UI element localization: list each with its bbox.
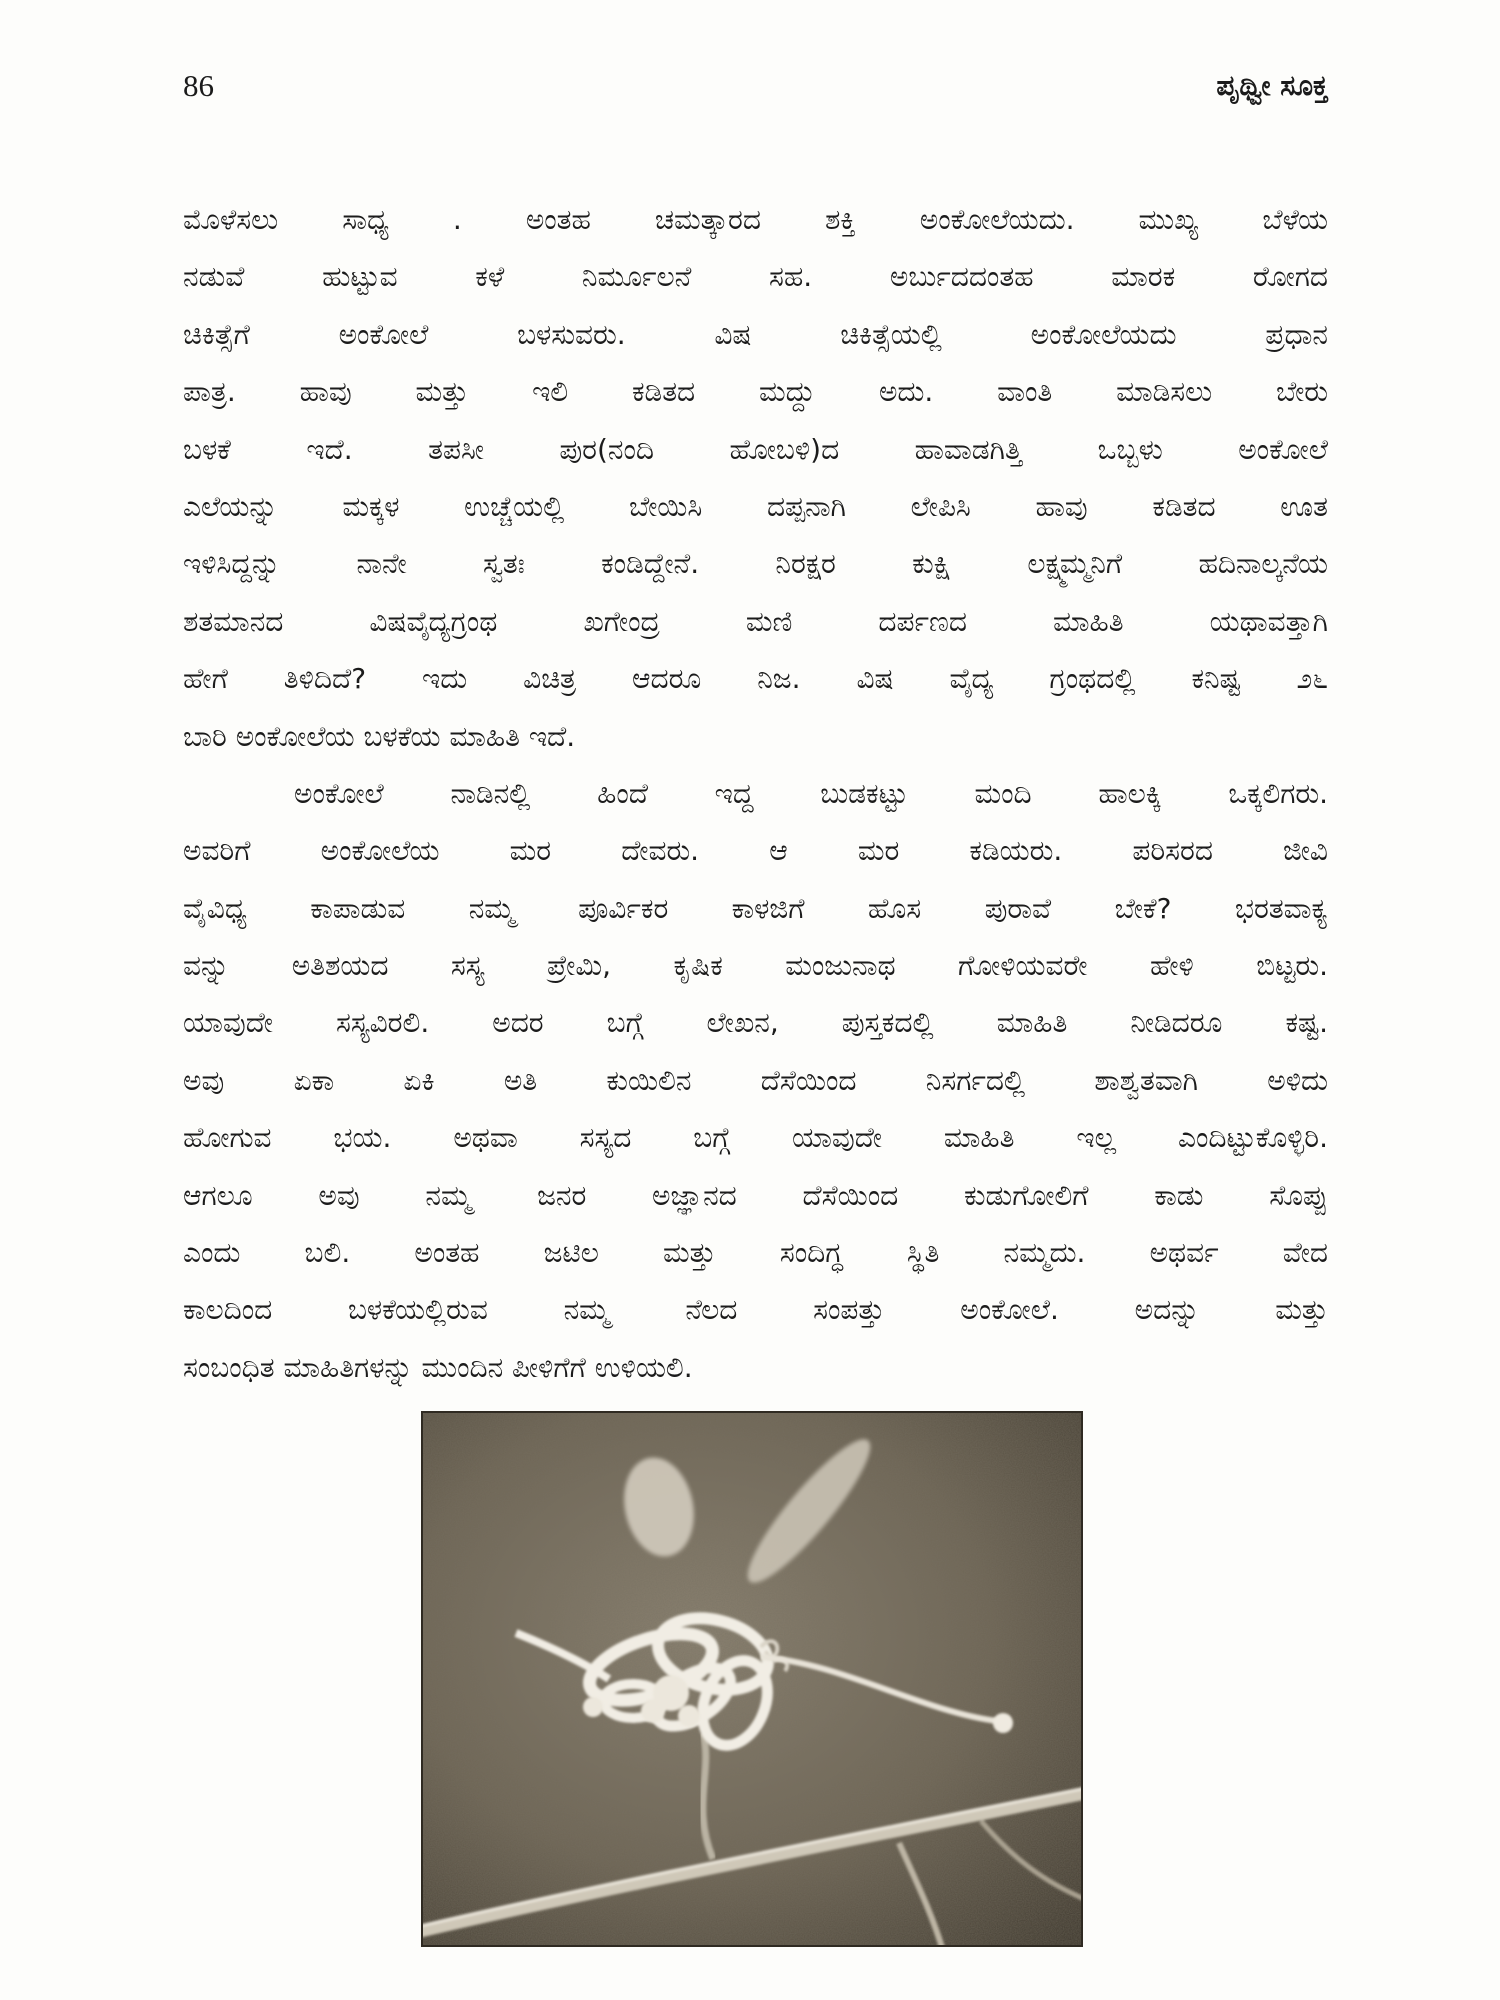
text-line: ಆಗಲೂ ಅವು ನಮ್ಮ ಜನರ ಅಜ್ಞಾನದ ದೆಸೆಯಿಂದ ಕುಡುಗೋಲಿಗೆ ಕಾಡು ಸೊಪ್ಪು (183, 1178, 1328, 1212)
text-line: ಪಾತ್ರ. ಹಾವು ಮತ್ತು ಇಲಿ ಕಡಿತದ ಮದ್ದು ಅದು. ವಾಂತಿ ಮಾಡಿಸಲು ಬೇರು (183, 375, 1328, 409)
text-line: ಬಾರಿ ಅಂಕೋಲೆಯ ಬಳಕೆಯ ಮಾಹಿತಿ ಇದೆ. (183, 719, 576, 753)
flower-photo (421, 1411, 1083, 1947)
text-line: ಎಂದು ಬಲಿ. ಅಂತಹ ಜಟಿಲ ಮತ್ತು ಸಂದಿಗ್ಧ ಸ್ಥಿತಿ ನಮ್ಮದು. ಅಥರ್ವ ವೇದ (183, 1236, 1328, 1270)
text-line: ವೈವಿಧ್ಯ ಕಾಪಾಡುವ ನಮ್ಮ ಪೂರ್ವಿಕರ ಕಾಳಜಿಗೆ ಹೊಸ ಪುರಾವೆ ಬೇಕೆ? ಭರತವಾಕ್ಯ (183, 891, 1328, 925)
text-line: ಬಳಕೆ ಇದೆ. ತಪಸೀ ಪುರ(ನಂದಿ ಹೋಬಳಿ)ದ ಹಾವಾಡಗಿತ್ತಿ ಒಬ್ಬಳು ಅಂಕೋಲೆ (183, 432, 1328, 466)
text-line: ಚಿಕಿತ್ಸೆಗೆ ಅಂಕೋಲೆ ಬಳಸುವರು. ವಿಷ ಚಿಕಿತ್ಸೆಯಲ್ಲಿ ಅಂಕೋಲೆಯದು ಪ್ರಧಾನ (183, 317, 1328, 351)
flower-stigma (993, 1713, 1013, 1733)
text-line: ಇಳಿಸಿದ್ದನ್ನು ನಾನೇ ಸ್ವತಃ ಕಂಡಿದ್ದೇನೆ. ನಿರಕ್ಷರ ಕುಕ್ಷಿ ಲಕ್ಷ್ಮಮ್ಮನಿಗೆ ಹದಿನಾಲ್ಕನೆಯ (183, 547, 1328, 581)
text-line: ಅವರಿಗೆ ಅಂಕೋಲೆಯ ಮರ ದೇವರು. ಆ ಮರ ಕಡಿಯರು. ಪರಿಸರದ ಜೀವಿ (183, 834, 1328, 868)
body-text (183, 191, 1328, 1396)
text-line: ಮೊಳೆಸಲು ಸಾಧ್ಯ . ಅಂತಹ ಚಮತ್ಕಾರದ ಶಕ್ತಿ ಅಂಕೋಲೆಯದು. ಮುಖ್ಯ ಬೆಳೆಯ (183, 203, 1328, 236)
text-line: ಶತಮಾನದ ವಿಷವೈದ್ಯಗ್ರಂಥ ಖಗೇಂದ್ರ ಮಣಿ ದರ್ಪಣದ ಮಾಹಿತಿ ಯಥಾವತ್ತಾಗಿ (183, 604, 1328, 638)
flower-photo-image (421, 1411, 1083, 1947)
text-line: ಅವು ಏಕಾ ಏಕಿ ಅತಿ ಕುಯಿಲಿನ ದೆಸೆಯಿಂದ ನಿಸರ್ಗದಲ್ಲಿ ಶಾಶ್ವತವಾಗಿ ಅಳಿದು (183, 1063, 1328, 1097)
page-number: 86 (183, 68, 214, 103)
text-line: ಸಂಬಂಧಿತ ಮಾಹಿತಿಗಳನ್ನು ಮುಂದಿನ ಪೀಳಿಗೆಗೆ ಉಳಿಯಲಿ. (183, 1350, 693, 1384)
text-line: ಅಂಕೋಲೆ ನಾಡಿನಲ್ಲಿ ಹಿಂದೆ ಇದ್ದ ಬುಡಕಟ್ಟು ಮಂದಿ ಹಾಲಕ್ಕಿ ಒಕ್ಕಲಿಗರು. (294, 776, 1328, 810)
text-line: ಹೇಗೆ ತಿಳಿದಿದೆ? ಇದು ವಿಚಿತ್ರ ಆದರೂ ನಿಜ. ವಿಷ ವೈದ್ಯ ಗ್ರಂಥದಲ್ಲಿ ಕನಿಷ್ಟ ೨೬ (183, 662, 1328, 696)
paragraph (183, 191, 1328, 765)
running-title: ಪೃಥ್ವೀ ಸೂಕ್ತ (1216, 69, 1328, 102)
text-line: ವನ್ನು ಅತಿಶಯದ ಸಸ್ಯ ಪ್ರೇಮಿ, ಕೃಷಿಕ ಮಂಜುನಾಥ ಗೋಳಿಯವರೇ ಹೇಳಿ ಬಿಟ್ಟರು. (183, 949, 1328, 983)
text-line: ನಡುವೆ ಹುಟ್ಟುವ ಕಳೆ ನಿರ್ಮೂಲನೆ ಸಹ. ಅರ್ಬುದದಂತಹ ಮಾರಕ ರೋಗದ (183, 260, 1328, 294)
text-line: ಎಲೆಯನ್ನು ಮಕ್ಕಳ ಉಚ್ಚೆಯಲ್ಲಿ ಬೇಯಿಸಿ ದಪ್ಪನಾಗಿ ಲೇಪಿಸಿ ಹಾವು ಕಡಿತದ ಊತ (183, 489, 1328, 523)
paragraph (183, 765, 1328, 1396)
text-line: ಹೋಗುವ ಭಯ. ಅಥವಾ ಸಸ್ಯದ ಬಗ್ಗೆ ಯಾವುದೇ ಮಾಹಿತಿ ಇಲ್ಲ ಎಂದಿಟ್ಟುಕೊಳ್ಳಿರಿ. (183, 1121, 1328, 1155)
text-line: ಕಾಲದಿಂದ ಬಳಕೆಯಲ್ಲಿರುವ ನಮ್ಮ ನೆಲದ ಸಂಪತ್ತು ಅಂಕೋಲೆ. ಅದನ್ನು ಮತ್ತು (183, 1293, 1328, 1327)
text-line: ಯಾವುದೇ ಸಸ್ಯವಿರಲಿ. ಅದರ ಬಗ್ಗೆ ಲೇಖನ, ಪುಸ್ತಕದಲ್ಲಿ ಮಾಹಿತಿ ನೀಡಿದರೂ ಕಷ್ಟ. (183, 1006, 1328, 1040)
